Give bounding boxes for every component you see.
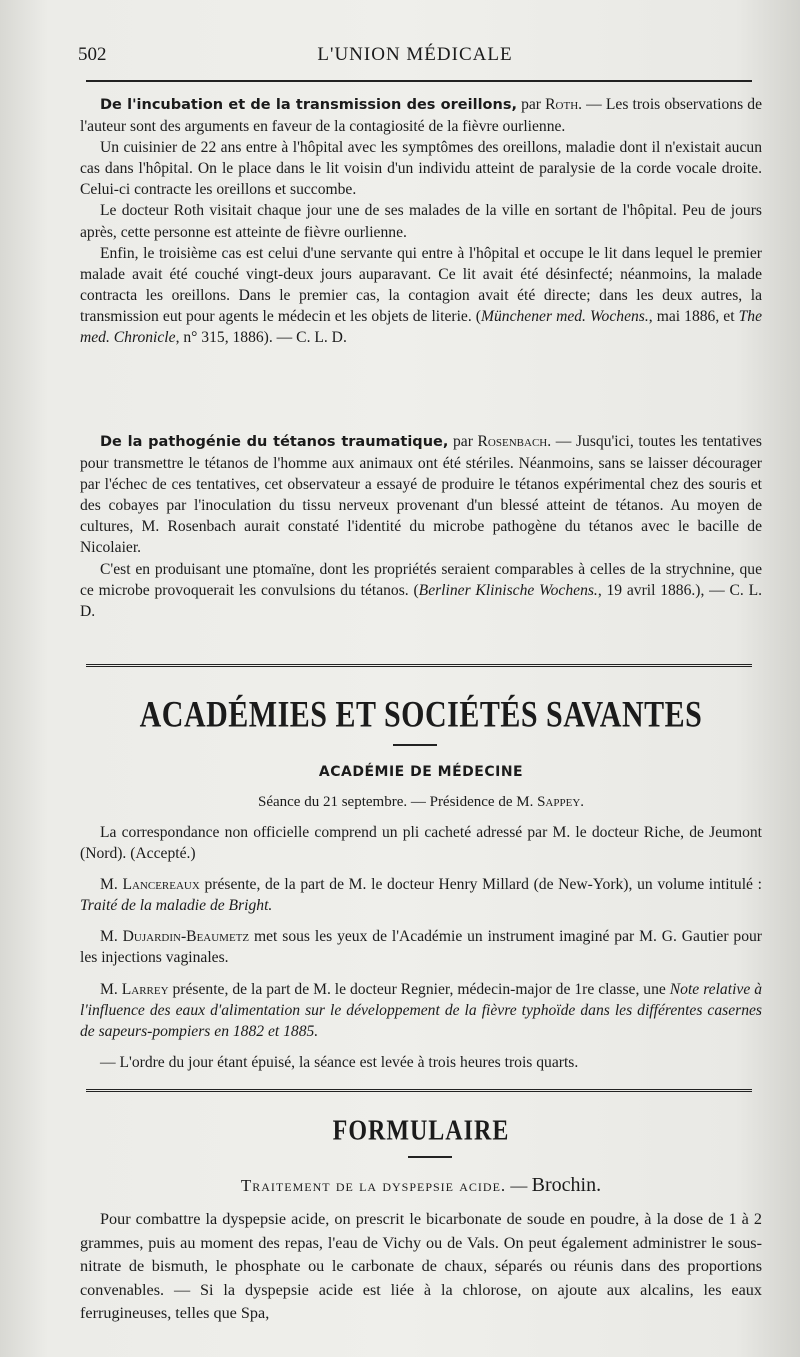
paragraph: La correspondance non officielle comprend un pli cacheté adressé par M. le docteur Riche, de Jeumont (Nord). (Accepté.) xyxy=(80,824,762,863)
subheading-academie: ACADÉMIE DE MÉDECINE xyxy=(318,764,524,780)
heading-ornament-rule xyxy=(408,1156,452,1158)
article-title: De l'incubation et de la transmission des oreillons, xyxy=(100,97,517,113)
running-head xyxy=(78,40,752,74)
formula-title: Traitement de la dyspepsie acide. — Brochin. xyxy=(240,1174,602,1196)
paragraph: De la pathogénie du tétanos traumatique, par Rosenbach. — Jusqu'ici, toutes les tentatives pour transmettre le tétanos de l'homme aux animaux ont été stériles. Néanmoins, sans se laisser décourager par l'échec de ces tentatives, cet observateur a essayé de produire le tétanos expérimental chez des souris et des cobayes par l'inoculation du tissu nerveux provenant d'un blessé atteint de tétanos. Au moyen de cultures, M. Rosenbach aurait constaté l'identité du microbe pathogène du tétanos avec le bacille de Nicolaier. xyxy=(80,433,762,557)
article-author: Roth. xyxy=(545,96,583,113)
formula-author: Brochin. xyxy=(531,1174,602,1196)
source-citation: Münchener med. Wochens. xyxy=(481,307,649,325)
person-name: Dujardin-Beaumetz xyxy=(122,928,250,946)
paragraph: Un cuisinier de 22 ans entre à l'hôpital avec les symptômes des oreillons, maladie dont il n'existait aucun cas dans l'hôpital. On le place dans le lit voisin d'un individu atteint de paralysie de la corde vocale droite. Celui-ci contracte les oreillons et succombe. xyxy=(80,139,762,199)
formulaire-body xyxy=(80,1208,762,1326)
person-name: Larrey xyxy=(121,980,169,998)
section-divider xyxy=(86,664,752,670)
paragraph: C'est en produisant une ptomaïne, dont les propriétés seraient comparables à celles de la strychnine, que ce microbe provoquerait les convulsions du tétanos. (Berliner Klinische Wochens., 19 avril 1886.), — C. L. D. xyxy=(80,560,763,620)
source-citation: Berliner Klinische Wochens. xyxy=(418,581,598,599)
paragraph: M. Lancereaux présente, de la part de M. le docteur Henry Millard (de New-York), un volume intitulé : Traité de la maladie de Bright. xyxy=(80,876,762,915)
section-heading-formulaire: FORMULAIRE xyxy=(332,1115,510,1147)
source-citation: The med. Chronicle xyxy=(80,307,762,347)
note-title: Note relative à l'influence des eaux d'alimentation sur le développement de la fièvre typhoïde dans les différentes casernes de sapeurs-pompiers en 1882 et 1885. xyxy=(80,980,762,1040)
paragraph: Enfin, le troisième cas est celui d'une servante qui entre à l'hôpital et occupe le lit dans lequel le premier malade avait été couché vingt-deux jours auparavant. Ce lit avait été désinfecté; néanmoins, la malade contracta les oreillons. Dans le premier cas, la contagion avait été directe; dans les deux autres, la transmission eut pour agents le médecin et les objets de literie. (Münchener med. Wochens., mai 1886, et The med. Chronicle, n° 315, 1886). — C. L. D. xyxy=(80,244,762,347)
section-heading-academies: ACADÉMIES ET SOCIÉTÉS SAVANTES xyxy=(139,693,703,735)
person-name: Lancereaux xyxy=(122,876,200,894)
president-name: Sappey. xyxy=(537,794,585,810)
paragraph: — L'ordre du jour étant épuisé, la séance est levée à trois heures trois quarts. xyxy=(100,1053,579,1071)
article-tetanos xyxy=(80,431,762,622)
article-oreillons-intro: De l'incubation et de la transmission des oreillons, par Roth. — Les trois observations de l'auteur sont des arguments en faveur de la contagiosité de la fièvre ourlienne. xyxy=(80,96,762,136)
article-title: De la pathogénie du tétanos traumatique, xyxy=(100,434,449,450)
article-oreillons xyxy=(80,94,762,348)
journal-title: L'UNION MÉDICALE xyxy=(317,44,513,65)
article-author: Rosenbach. xyxy=(477,433,552,450)
academie-proceedings xyxy=(80,822,762,1073)
section-divider xyxy=(86,1089,752,1095)
header-rule xyxy=(86,80,752,82)
book-title: Traité de la maladie de Bright. xyxy=(80,897,273,915)
session-line: Séance du 21 septembre. — Présidence de M. Sappey. xyxy=(257,794,585,810)
heading-ornament-rule xyxy=(393,744,437,746)
paragraph: Pour combattre la dyspepsie acide, on prescrit le bicarbonate de soude en poudre, à la dose de 1 à 2 grammes, puis au moment des repas, l'eau de Vichy ou de Vals. On peut également administrer le sous-nitrate de bismuth, le phosphate ou le carbonate de chaux, séparés ou réunis dans des proportions convenables. — Si la dyspepsie acide est liée à la chlorose, on ajoute aux alcalins, les eaux ferrugineuses, telles que Spa, xyxy=(80,1210,762,1322)
page-number: 502 xyxy=(78,44,107,65)
paragraph: M. Dujardin-Beaumetz met sous les yeux de l'Académie un instrument imaginé par M. G. Gautier pour les injections vaginales. xyxy=(80,928,762,967)
paragraph: Le docteur Roth visitait chaque jour une de ses malades de la ville en sortant de l'hôpital. Peu de jours après, cette personne est atteinte de fièvre ourlienne. xyxy=(80,202,762,241)
paragraph: M. Larrey présente, de la part de M. le docteur Regnier, médecin-major de 1re classe, une Note relative à l'influence des eaux d'alimentation sur le développement de la fièvre typhoïde dans les différentes casernes de sapeurs-pompiers en 1882 et 1885. xyxy=(80,980,762,1040)
